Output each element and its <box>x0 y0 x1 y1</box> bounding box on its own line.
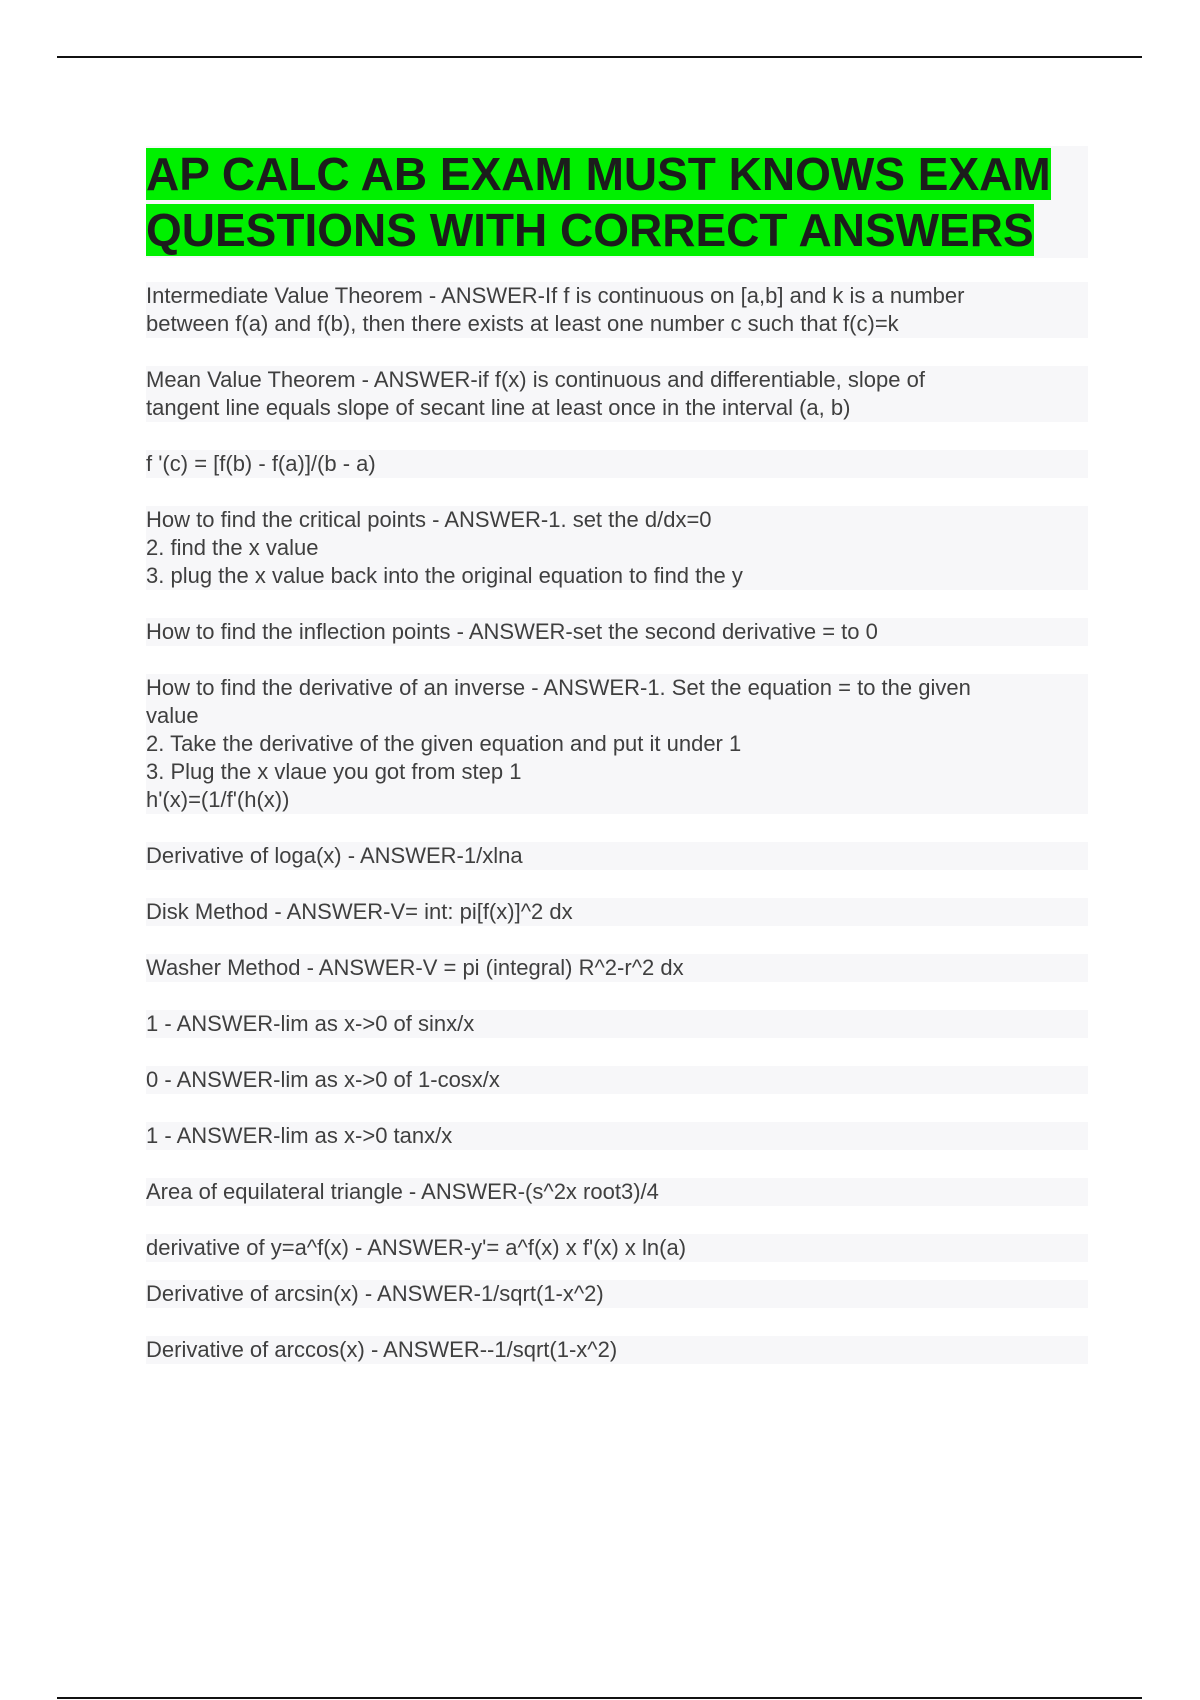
qa-entry-line: Area of equilateral triangle - ANSWER-(s^2x root3)/4 <box>146 1178 1088 1206</box>
qa-entry-line: value <box>146 702 1088 730</box>
qa-entry-line: derivative of y=a^f(x) - ANSWER-y'= a^f(x) x f'(x) x ln(a) <box>146 1234 1088 1262</box>
qa-entry-line: 1 - ANSWER-lim as x->0 of sinx/x <box>146 1010 1088 1038</box>
qa-entry-line: Washer Method - ANSWER-V = pi (integral) R^2-r^2 dx <box>146 954 1088 982</box>
qa-entry <box>146 1178 1088 1206</box>
qa-entry <box>146 618 1088 646</box>
qa-entry-line: How to find the critical points - ANSWER-1. set the d/dx=0 <box>146 506 1088 534</box>
qa-entry-line: 2. find the x value <box>146 534 1088 562</box>
qa-entry <box>146 450 1088 478</box>
qa-entry <box>146 1066 1088 1094</box>
qa-entry <box>146 954 1088 982</box>
qa-entry <box>146 842 1088 870</box>
qa-entry-line: 3. plug the x value back into the original equation to find the y <box>146 562 1088 590</box>
qa-entry-line: 1 - ANSWER-lim as x->0 tanx/x <box>146 1122 1088 1150</box>
qa-entry-line: Disk Method - ANSWER-V= int: pi[f(x)]^2 dx <box>146 898 1088 926</box>
qa-entry-line: Intermediate Value Theorem - ANSWER-If f is continuous on [a,b] and k is a number <box>146 282 1088 310</box>
qa-entry <box>146 674 1088 814</box>
document-title-block <box>146 146 1088 258</box>
qa-entry-line: h'(x)=(1/f'(h(x)) <box>146 786 1088 814</box>
qa-entry <box>146 282 1088 338</box>
qa-entry-line: Derivative of arcsin(x) - ANSWER-1/sqrt(1-x^2) <box>146 1280 1088 1308</box>
qa-entry-line: f '(c) = [f(b) - f(a)]/(b - a) <box>146 450 1088 478</box>
qa-entry <box>146 1336 1088 1364</box>
qa-entry-line: Derivative of arccos(x) - ANSWER--1/sqrt(1-x^2) <box>146 1336 1088 1364</box>
qa-entry-line: How to find the inflection points - ANSWER-set the second derivative = to 0 <box>146 618 1088 646</box>
qa-entry <box>146 1280 1088 1308</box>
document-body <box>146 146 1088 1392</box>
qa-entry-line: Mean Value Theorem - ANSWER-if f(x) is continuous and differentiable, slope of <box>146 366 1088 394</box>
qa-entry <box>146 1010 1088 1038</box>
qa-entry-line: tangent line equals slope of secant line at least once in the interval (a, b) <box>146 394 1088 422</box>
qa-entry <box>146 506 1088 590</box>
bottom-rule <box>57 1697 1142 1699</box>
qa-entry <box>146 1122 1088 1150</box>
qa-entry-line: Derivative of loga(x) - ANSWER-1/xlna <box>146 842 1088 870</box>
qa-entry <box>146 898 1088 926</box>
qa-entry <box>146 1234 1088 1262</box>
qa-entry-line: between f(a) and f(b), then there exists at least one number c such that f(c)=k <box>146 310 1088 338</box>
qa-entry-line: How to find the derivative of an inverse - ANSWER-1. Set the equation = to the given <box>146 674 1088 702</box>
document-title: AP CALC AB EXAM MUST KNOWS EXAM QUESTIONS WITH CORRECT ANSWERS <box>146 148 1051 256</box>
qa-entry-line: 0 - ANSWER-lim as x->0 of 1-cosx/x <box>146 1066 1088 1094</box>
qa-entry-line: 2. Take the derivative of the given equation and put it under 1 <box>146 730 1088 758</box>
qa-list <box>146 282 1088 1364</box>
qa-entry <box>146 366 1088 422</box>
qa-entry-line: 3. Plug the x vlaue you got from step 1 <box>146 758 1088 786</box>
top-rule <box>57 56 1142 58</box>
